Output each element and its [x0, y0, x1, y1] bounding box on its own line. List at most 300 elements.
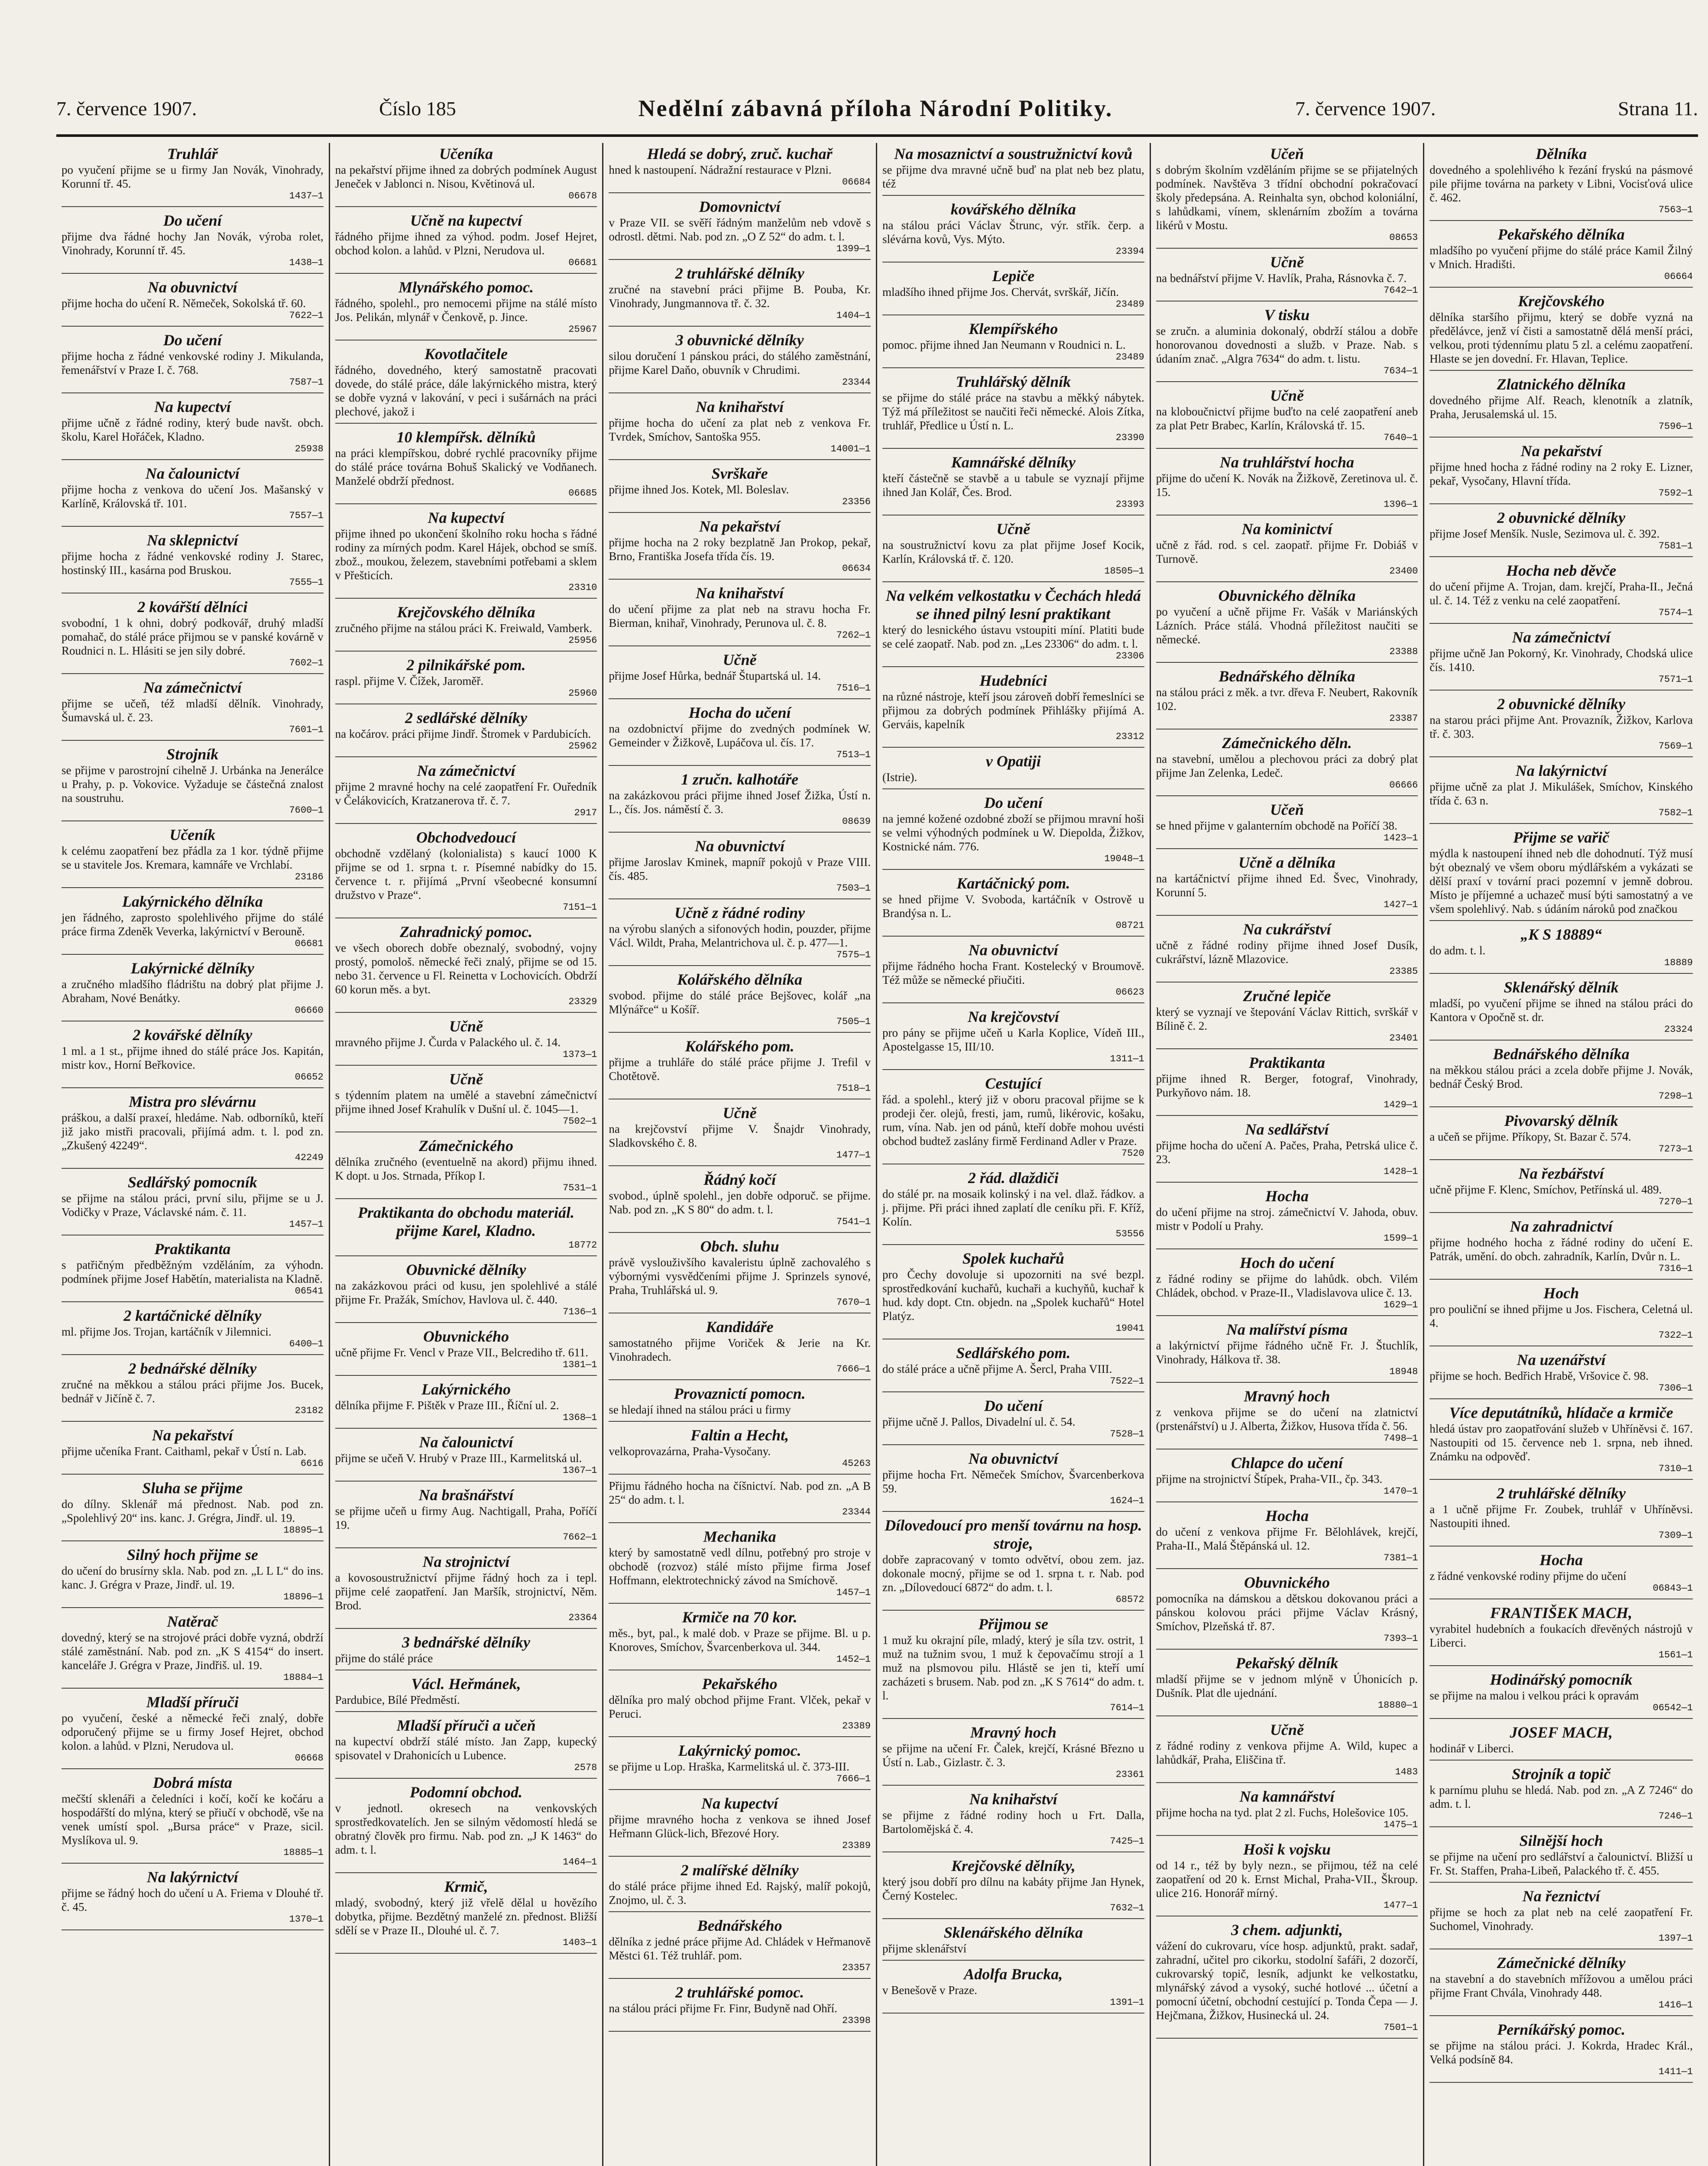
ad-heading: Na uzenářství: [1517, 1351, 1606, 1368]
ad-reference: 19048—1: [1104, 853, 1144, 864]
ad-reference: 7522—1: [1110, 1376, 1144, 1387]
ad-reference: 7316—1: [1658, 1263, 1693, 1274]
ad-reference: 23489: [1115, 352, 1144, 363]
ad-heading: Na čalounictví: [145, 465, 240, 482]
classified-ad: [1156, 1252, 1418, 1316]
ad-heading: Sklenářský dělník: [1504, 979, 1619, 996]
ad-heading: Pekařského dělníka: [1497, 226, 1625, 243]
ad-body: přijme Josef Hůrka, bednář Štupartská ul. 14.: [609, 669, 821, 682]
ad-reference: 06542—1: [1653, 1702, 1693, 1713]
ad-body: přijme se hoch za plat neb na celé zaopatření Fr. Suchomel, Vinohrady.: [1429, 1906, 1693, 1933]
ad-reference: 18880—1: [1377, 1700, 1418, 1711]
ad-reference: 25960: [568, 688, 597, 699]
ad-body: přijme ihned R. Berger, fotograf, Vinohrady, Purkyňovo nám. 18.: [1156, 1072, 1418, 1099]
ad-heading: Pivovarský dělník: [1504, 1112, 1618, 1129]
classified-ad: [1429, 1043, 1693, 1107]
ad-body: do stálé práce a učně přijme A. Šercl, Praha VIII.: [882, 1362, 1112, 1375]
classified-ad: [335, 921, 597, 1013]
ad-reference: 18884—1: [283, 1672, 324, 1683]
ad-body: na pekařství přijme ihned za dobrých podmínek August Jeneček v Jablonci n. Nisou, Květinová ul.: [335, 163, 597, 190]
ad-heading: Učně: [996, 520, 1031, 538]
ad-body: přijme hocha z řádné venkovské rodiny J. Mikulanda, řemenářství v Praze I. č. 768.: [62, 350, 324, 376]
ad-body: přijme hocha do učení A. Pačes, Praha, Petrská ulice č. 23.: [1156, 1139, 1418, 1166]
ad-body: ml. přijme Jos. Trojan, kartáčník v Jilemnici.: [62, 1325, 272, 1338]
ad-heading: kovářského dělníka: [950, 201, 1076, 218]
ad-heading: Mlynářského pomoc.: [398, 279, 534, 296]
ad-reference: 7425—1: [1110, 1836, 1144, 1847]
ad-body: ve všech oborech dobře obeznalý, svobodný, vojny prostý, pomološ. německé řeči znalý, přijme se od 15. nebo 31. července u Fl. Reinetta v Lochovicích. Obdrží 60 korun měs. a byt.: [335, 941, 597, 996]
ad-heading: Mladší příruči a učeň: [396, 1717, 536, 1734]
ad-heading: Na malířství písma: [1226, 1321, 1348, 1338]
ad-body: velkoprovazárna, Praha-Vysočany.: [609, 1445, 771, 1458]
ad-body: kteří částečně se stavbě a u tabule se vyznají přijme ihned Jan Kolář, Čes. Brod.: [882, 472, 1144, 499]
ad-body: svobod. přijme do stálé práce Bejšovec, kolář „na Mlýnářce“ u Košíř.: [609, 989, 871, 1016]
ad-heading: Na kamnářství: [1239, 1788, 1335, 1805]
ad-body: se přijme z řádné rodiny hoch u Frt. Dalla, Bartolomějská č. 4.: [882, 1809, 1144, 1835]
ad-heading: Bednářského: [697, 1917, 782, 1934]
ad-body: přijme hned hocha z řádné rodiny na 2 roky E. Lizner, pekař, Vysočany, Hlavní třída.: [1429, 460, 1693, 487]
ad-body: práškou, a další praxeí, hledáme. Nab. odborníků, kteří již jako mistři pracovali, přijímá adm. t. l. pod zn. „Zkušený 42249“.: [62, 1111, 324, 1152]
classified-ad: [335, 1781, 597, 1873]
ad-body: na kloboučnictví přijme buďto na celé zaopatření aneb za plat Petr Brabec, Karlín, Královská tř. 15.: [1156, 405, 1418, 432]
ad-heading: Na obuvnictví: [147, 279, 237, 296]
ad-reference: 7642—1: [1384, 285, 1418, 296]
ad-heading: Zámečnického děln.: [1222, 734, 1352, 752]
ad-heading: Obch. sluhu: [700, 1238, 779, 1255]
ad-reference: 1561—1: [1658, 1650, 1693, 1660]
ad-heading: Obuvnického: [423, 1328, 509, 1345]
classified-ad: [609, 329, 871, 393]
ad-reference: 1367—1: [563, 1465, 597, 1476]
ad-heading: Podomní obchod.: [409, 1783, 522, 1801]
ad-body: raspl. přijme V. Čížek, Jaroměř.: [335, 674, 484, 687]
ad-heading: Mechanika: [703, 1528, 776, 1545]
ad-body: na stálou práci z měk. a tvr. dřeva F. Neubert, Rakovník 102.: [1156, 686, 1418, 713]
ad-heading: Na zámečnictví: [417, 762, 515, 779]
classified-ad: [1156, 1119, 1418, 1183]
ad-heading: Do učení: [984, 1397, 1043, 1414]
ad-heading: Strojník: [166, 746, 219, 763]
ad-heading: Hoch do učení: [1239, 1254, 1334, 1271]
ad-body: od 14 r., též by byly nezn., se přijmou, též na celé zaopatření od 20 k. Ernst Michal, Praha-VII., Škroup. ulice 216. Honorář mírný.: [1156, 1859, 1418, 1900]
ad-body: z venkova přijme se do učení na zlatnictví (prstenářství) u J. Alberta, Žižkov, Husova třída č. 56.: [1156, 1406, 1418, 1433]
classified-ad: [882, 1922, 1144, 1961]
ad-heading: Na zahradnictví: [1510, 1218, 1613, 1235]
ad-body: samostatného přijme Voriček & Jerie na Kr. Vinohradech.: [609, 1336, 871, 1363]
classified-ad: [1429, 1763, 1693, 1827]
ad-heading: Lepiče: [992, 267, 1035, 285]
classified-ad: [609, 835, 871, 899]
classified-ad: [882, 872, 1144, 937]
ad-body: do učení do brusírny skla. Nab. pod zn. „L L L“ do ins. kanc. J. Grégra v Praze, Jindř. ul. 19.: [62, 1564, 324, 1591]
ad-column-2: [330, 143, 604, 2166]
ad-reference: 7555—1: [289, 577, 324, 588]
ad-heading: Na velkém velkostatku v Čechách hledá se ihned pilný lesní praktikant: [885, 587, 1141, 623]
masthead-title: Nedělní zábavná příloha Národní Politiky.: [638, 95, 1113, 121]
ad-body: pro pány se přijme učeň u Karla Koplice, Vídeň III., Apostelgasse 15, III/10.: [882, 1026, 1144, 1053]
classified-ad: [609, 143, 871, 193]
ad-body: přijme učně J. Pallos, Divadelní ul. č. 54.: [882, 1415, 1076, 1428]
ad-body: na různé nástroje, kteří jsou zároveň dobří řemeslníci se přijmou za dobrých podmínek Přihlášky přijímá A. Gerváis, kapelník: [882, 690, 1144, 731]
ad-heading: Sluha se přijme: [142, 1479, 243, 1497]
classified-ad: [609, 1859, 871, 1912]
ad-reference: 7640—1: [1384, 432, 1418, 443]
ad-heading: 2 truhlářské pomoc.: [675, 1984, 804, 2001]
ad-body: z řádné venkovské rodiny přijme do učení: [1429, 1569, 1627, 1582]
ad-heading: Na brašnářství: [418, 1486, 514, 1504]
classified-ad: [882, 1448, 1144, 1512]
classified-ad: [335, 276, 597, 340]
ad-heading: 2 kartáčnické dělníky: [123, 1307, 262, 1324]
ad-body: hledá ústav pro zaopatřování služeb v Uhříněvsi č. 167. Nastoupiti od 15. července neb 1. srpna, neb ihned. Známku na odpověď.: [1429, 1422, 1693, 1463]
classified-ad: [882, 1073, 1144, 1164]
ad-reference: 1452—1: [836, 1654, 871, 1665]
classified-ad: [1156, 451, 1418, 516]
ad-heading: 2 obuvnické dělníky: [1497, 695, 1626, 713]
ad-heading: Hoši k vojsku: [1243, 1841, 1331, 1858]
classified-ad: [1429, 1952, 1693, 2016]
classified-ad: [609, 396, 871, 460]
classified-ad: [1156, 918, 1418, 982]
ad-reference: 7592—1: [1658, 488, 1693, 499]
ad-body: 1 muž ku okrajní píle, mladý, který je síla tzv. ostrit, 1 muž na tužnim svou, 1 muž k čepovačímu strojí a 1 muž na plsmovou pilu. Hlástě se jen ti, kteří umí zacházeti s brusem. Nab. pod zn. „K S 7614“ do adm. t. l.: [882, 1634, 1144, 1702]
classified-ad: [609, 582, 871, 646]
ad-heading: v Opatiji: [985, 752, 1041, 770]
ad-reference: 1403—1: [563, 1937, 597, 1948]
ad-body: přijme hocha do učení za plat neb z venkova Fr. Tvrdek, Smíchov, Santoška 955.: [609, 416, 871, 443]
ad-heading: Dělníka: [1536, 145, 1587, 162]
ad-reference: 7596—1: [1658, 421, 1693, 432]
ad-heading: Svrškaře: [711, 465, 768, 482]
ad-reference: 1373—1: [563, 1049, 597, 1060]
ad-heading: Praktikanta: [154, 1240, 231, 1258]
ad-reference: 45263: [842, 1458, 871, 1469]
ad-reference: 23388: [1389, 646, 1418, 657]
ad-heading: Kolářského dělníka: [677, 971, 803, 988]
ad-heading: V tisku: [1264, 306, 1310, 324]
ad-heading: Domovnictví: [699, 198, 781, 215]
ad-reference: 06678: [568, 191, 597, 201]
ad-heading: Více deputátníků, hlídače a krmiče: [1449, 1404, 1673, 1421]
ad-heading: Řádný kočí: [703, 1171, 776, 1188]
classified-ad: [62, 276, 324, 327]
ad-reference: 1470—1: [1384, 1486, 1418, 1497]
ad-heading: Na knihařství: [696, 398, 784, 415]
ad-heading: Na knihařství: [969, 1790, 1057, 1808]
ad-body: přijme se řádný hoch do učení u A. Friema v Dlouhé tř. č. 45.: [62, 1887, 324, 1913]
classified-ad: [1156, 1052, 1418, 1116]
ad-body: který by samostatně vedl dílnu, potřebný pro stroje v obchodě (rozvoz) stálé místo přijme firma Josef Hoffmann, elektrotechnický závod na Smíchově.: [609, 1546, 871, 1587]
ad-body: v Benešově v Praze.: [882, 1984, 977, 1997]
masthead-date-right: 7. července 1907.: [1295, 97, 1436, 120]
classified-ad: [62, 1024, 324, 1088]
ad-heading: Klempířského: [969, 320, 1058, 337]
ad-column-1: [56, 143, 330, 2166]
ad-body: přijme se hoch. Bedřich Hrabě, Vršovice č. 98.: [1429, 1369, 1649, 1382]
ad-body: v Praze VII. se svěří řádným manželům neb vdově s odrostl. dětmi. Nab. pod zn. „O Z 52“ do adm. t. l.: [609, 216, 871, 243]
ad-reference: 7136—1: [563, 1307, 597, 1317]
classified-ad: [609, 1740, 871, 1790]
ad-body: zručného přijme na stálou práci K. Freiwald, Vamberk.: [335, 622, 592, 635]
ad-body: na jemné kožené ozdobné zboží se přijmou mravní hoši se velmi výhodných podmínek u W. Diepolda, Žižkov, Kostnické nám. 776.: [882, 812, 1144, 853]
classified-ad: [335, 1431, 597, 1482]
ad-heading: Strojník a topič: [1512, 1765, 1611, 1783]
ad-reference: 23357: [842, 1962, 871, 1973]
ad-heading: 3 chem. adjunkti,: [1231, 1921, 1343, 1939]
ad-body: řádného, spolehl., pro nemocemi přijme na stálé místo Jos. Pelikán, mlynář v Čenkově, p. Jince.: [335, 297, 597, 324]
ad-body: na zakázkovou práci přijme ihned Josef Žižka, Ústí n. L., čís. Jos. náměstí č. 3.: [609, 789, 871, 816]
ad-reference: 7502—1: [563, 1116, 597, 1127]
classified-ad: [62, 957, 324, 1021]
ad-heading: Natěrač: [167, 1613, 218, 1630]
classified-ad: [1429, 1602, 1693, 1666]
classified-ad: [609, 196, 871, 260]
classified-ad: [62, 1544, 324, 1608]
ad-heading: Krejčovského: [1518, 292, 1605, 310]
ad-heading: Kartáčnický pom.: [956, 875, 1070, 892]
ad-reference: 7306—1: [1658, 1383, 1693, 1394]
ad-reference: 06541: [295, 1286, 324, 1297]
ad-body: se přijme na učení Fr. Čalek, krejčí, Krásné Březno u Ústí n. Lab., Gizlastr. č. 3.: [882, 1742, 1144, 1769]
ad-body: dělníka zručného (eventuelně na akord) přijmu ihned. K dopt. u Jos. Strnada, Příkop I.: [335, 1155, 597, 1182]
ad-reference: 25956: [568, 635, 597, 646]
ad-reference: 1457—1: [289, 1219, 324, 1230]
classified-ad: [882, 518, 1144, 582]
ad-heading: Krejčovského dělníka: [397, 603, 535, 621]
classified-ad: [335, 1259, 597, 1323]
classified-ad: [1156, 985, 1418, 1049]
ad-body: hodinář v Liberci.: [1429, 1742, 1514, 1755]
classified-ad: [62, 529, 324, 593]
classified-ad: [609, 1235, 871, 1313]
ad-reference: 23182: [295, 1405, 324, 1416]
ad-heading: Faltin a Hecht,: [690, 1427, 789, 1444]
ad-reference: 1427—1: [1384, 899, 1418, 910]
ad-heading: Hledá se dobrý, zruč. kuchař: [647, 145, 833, 162]
ad-body: dělníka pro malý obchod přijme Frant. Vlček, pekař v Peruci.: [609, 1693, 871, 1720]
classified-ad: [1429, 1282, 1693, 1346]
ad-body: přijme a truhláře do stálé práce přijme J. Trefil v Chotětově.: [609, 1056, 871, 1083]
ad-heading: Do učení: [163, 331, 222, 349]
ad-body: se přijme na malou i velkou práci k opravám: [1429, 1689, 1639, 1702]
ad-heading: Učeníka: [439, 145, 493, 162]
classified-ad: [335, 1631, 597, 1670]
ad-heading: 2 obuvnické dělníky: [1497, 509, 1626, 526]
ad-heading: Kamnářské dělníky: [951, 454, 1076, 471]
ad-heading: Učně: [449, 1070, 483, 1088]
ad-heading: Hocha: [1265, 1187, 1309, 1205]
classified-ad: [609, 1606, 871, 1670]
ad-body: řádného, dovedného, který samostatně pracovati dovede, do stálé práce, dále lakýrnického mistra, který se dobře vyzná v lakování, v peci i sušárnách na práci plechové, jakož i: [335, 363, 597, 418]
ad-heading: Na zámečnictví: [1512, 629, 1611, 646]
ad-body: přijme na strojnictví Štípek, Praha-VII., čp. 343.: [1156, 1472, 1383, 1485]
ad-reference: 7309—1: [1658, 1530, 1693, 1541]
ad-body: s patřičným předběžným vzděláním, za výhodn. podmínek přijme Josef Habětín, materialista na Kladně.: [62, 1258, 324, 1285]
ad-reference: 06623: [1115, 987, 1144, 998]
ad-reference: 1457—1: [836, 1587, 871, 1598]
classified-ad: [609, 1169, 871, 1233]
ad-heading: Zahradnický pomoc.: [399, 923, 532, 940]
ad-body: zručné na stavební práci přijme B. Pouba, Kr. Vinohrady, Jungmannova tř. č. 32.: [609, 283, 871, 310]
ad-reference: 06664: [1664, 271, 1693, 282]
classified-ad: [882, 1788, 1144, 1852]
classified-ad: [62, 1866, 324, 1930]
ad-body: dovedného přijme Alf. Reach, klenotník a zlatník, Praha, Jerusalemská ul. 15.: [1429, 394, 1693, 421]
ad-heading: Na sedlářství: [1245, 1121, 1329, 1138]
ad-heading: Učně: [723, 651, 757, 668]
ad-reference: 6616: [300, 1458, 324, 1469]
ad-body: právě vyslouživšího kavaleristu úplně zachovalého s výbornými vysvědčeními přijme J. Sprinzels synové, Praha, Truhlářská ul. 9.: [609, 1256, 871, 1297]
ad-heading: 2 malířské dělníky: [681, 1861, 799, 1879]
masthead-number: Číslo 185: [379, 97, 456, 120]
classified-ad: [335, 1673, 597, 1712]
classified-ad: [609, 516, 871, 580]
ad-column-3: [603, 143, 877, 2166]
ad-reference: 1477—1: [836, 1150, 871, 1161]
ad-heading: Adolfa Brucka,: [964, 1965, 1063, 1983]
classified-ad: [62, 143, 324, 207]
ad-heading: 2 truhlářské dělníky: [675, 265, 804, 282]
ad-body: (Istrie).: [882, 771, 917, 784]
ad-column-5: [1151, 143, 1425, 2166]
ad-reference: 23394: [1115, 246, 1144, 257]
ad-reference: 19041: [1115, 1323, 1144, 1334]
classified-ad: [1429, 1830, 1693, 1883]
ad-body: mladší, po vyučení přijme se ihned na stálou práci do Kantora v Opočně st. dr.: [1429, 997, 1693, 1024]
ad-body: na starou práci přijme Ant. Provazník, Žižkov, Karlova tř. č. 303.: [1429, 713, 1693, 740]
ad-reference: 1438—1: [289, 257, 324, 268]
ad-reference: 14001—1: [830, 444, 871, 454]
classified-ad: [1429, 560, 1693, 624]
ad-column-4: [877, 143, 1151, 2166]
ad-heading: Přijmou se: [978, 1615, 1048, 1633]
ad-column-6: [1424, 143, 1698, 2166]
ad-body: na výrobu slaných a sifonových hodin, pouzder, přijme Václ. Wildt, Praha, Melantrichova ul. č. p. 477—1.: [609, 922, 871, 949]
ad-body: dělníka staršího přijmu, který se dobře vyzná na předělávce, jenž ví čisti a samostatně dělá menší práci, velkou, proti týdennímu platu 5 zl. a celému zaopatření. Hlaste se jen dovední. Fr. Hlavan, Teplice.: [1429, 311, 1693, 365]
classified-ad: [882, 585, 1144, 667]
ad-body: mečští sklenáři a čeledníci i kočí, kočí ke kočáru a hospodářští do mlýna, který se přiučí v obchodě, vše na venek umístí spol. „Bursa práce“ v Praze, sicil. Myslíkova ul. 9.: [62, 1792, 324, 1847]
ad-reference: 7322—1: [1658, 1330, 1693, 1341]
ad-reference: 23310: [568, 582, 597, 593]
ad-body: pomoc. přijme ihned Jan Neumann v Roudnici n. L.: [882, 338, 1126, 351]
ad-heading: Na knihařství: [696, 584, 784, 602]
ad-heading: Zlatnického dělníka: [1497, 376, 1626, 393]
ad-body: a zručného mladšího fládrištu na dobrý plat přijme J. Abraham, Nové Benátky.: [62, 978, 324, 1005]
classified-ad: [62, 1091, 324, 1169]
ad-reference: 7666—1: [836, 1364, 871, 1375]
ad-body: Pardubice, Bílé Předměstí.: [335, 1693, 460, 1706]
ad-reference: 7273—1: [1658, 1144, 1693, 1154]
ad-heading: 2 bednářské dělníky: [128, 1360, 257, 1377]
classified-ad: [1156, 1786, 1418, 1836]
ad-reference: 23344: [842, 1507, 871, 1517]
classified-ad: [1429, 1349, 1693, 1399]
ad-reference: 1624—1: [1110, 1495, 1144, 1506]
classified-ad: [609, 1981, 871, 2032]
ad-heading: Na řeznictví: [1522, 1887, 1600, 1905]
ad-reference: 1423—1: [1384, 833, 1418, 843]
ad-reference: 23393: [1115, 499, 1144, 510]
ad-reference: 7632—1: [1110, 1903, 1144, 1913]
ad-heading: Truhlářský dělník: [956, 373, 1071, 390]
ad-body: dělníka přijme F. Pištěk v Praze III., Říční ul. 2.: [335, 1399, 559, 1412]
ad-reference: 1477—1: [1384, 1900, 1418, 1911]
ad-heading: Václ. Heřmánek,: [411, 1675, 521, 1693]
ad-reference: 06685: [568, 488, 597, 499]
ad-body: na stálou práci Václav Štrunc, výr. střík. čerp. a slévárna kovů, Vys. Mýto.: [882, 219, 1144, 246]
classified-ad: [62, 396, 324, 460]
ad-reference: 7513—1: [836, 749, 871, 760]
ad-heading: Na mosaznictví a soustružnictví kovů: [894, 145, 1133, 162]
classified-ad: [335, 1551, 597, 1629]
ad-reference: 1381—1: [563, 1359, 597, 1370]
classified-ad: [882, 143, 1144, 196]
ad-reference: 23312: [1115, 731, 1144, 742]
ad-reference: 2578: [574, 1762, 597, 1773]
ad-heading: 1 zručn. kalhotáře: [681, 771, 799, 788]
ad-heading: Praktikanta do obchodu materiál. přijme Karel, Kladno.: [357, 1204, 574, 1239]
ad-reference: 7622—1: [289, 310, 324, 321]
ad-reference: 7662—1: [563, 1532, 597, 1543]
ad-reference: 18505—1: [1104, 566, 1144, 577]
ad-body: přijme řádného hocha Frant. Kostelecký v Broumově. Též může se německé přiučiti.: [882, 960, 1144, 986]
ad-heading: Obuvnické dělníky: [406, 1261, 526, 1278]
classified-ad: [1156, 1185, 1418, 1249]
ad-heading: 2 truhlářské dělníky: [1497, 1485, 1626, 1502]
ad-heading: Kolářského pom.: [685, 1038, 794, 1055]
classified-ad: [609, 463, 871, 513]
ad-heading: Na zámečnictví: [143, 679, 242, 696]
ad-reference: 7563—1: [1658, 204, 1693, 215]
ad-reference: 6400—1: [289, 1339, 324, 1349]
ad-reference: 1629—1: [1384, 1300, 1418, 1310]
classified-ad: [882, 318, 1144, 368]
ad-heading: Hoch: [1543, 1284, 1579, 1302]
ad-heading: Silnější hoch: [1519, 1832, 1603, 1849]
ad-reference: 06660: [295, 1005, 324, 1016]
ad-body: učně z řád. rod. s cel. zaopatř. přijme Fr. Dobiáš v Turnově.: [1156, 538, 1418, 565]
ad-reference: 06666: [1389, 780, 1418, 791]
ad-reference: 7381—1: [1384, 1553, 1418, 1563]
ad-heading: Bednářského dělníka: [1219, 668, 1355, 685]
ad-heading: Do učení: [984, 794, 1043, 811]
ad-body: mladý, svobodný, který již vřelě dělal u hovězího dobytka, přijme. Bezdětný manželé zn. přednost. Bližší sdělí se v Praze II., Dlouhé ul. č. 7.: [335, 1896, 597, 1937]
classified-ad: [609, 1035, 871, 1099]
classified-ad: [1429, 1669, 1693, 1719]
ad-body: se přijme dva mravné učně buď na plat neb bez platu, též: [882, 163, 1144, 190]
classified-ad: [1429, 760, 1693, 824]
ad-reference: 1397—1: [1658, 1933, 1693, 1944]
ad-body: z řádné rodiny z venkova přijme A. Wild, kupec a lahůdkář, Praha, Eliščina tř.: [1156, 1739, 1418, 1766]
ad-body: svobod., úplně spolehl., jen dobře odporuč. se přijme. Nab. pod zn. „K S 80“ do adm. t. l.: [609, 1189, 871, 1216]
ad-body: se přijme u Lop. Hraška, Karmelitská ul. č. 373-III.: [609, 1760, 849, 1773]
classified-ad: [882, 1167, 1144, 1245]
ad-reference: 18889: [1664, 957, 1693, 968]
ad-heading: Pekařského: [702, 1675, 778, 1693]
ad-body: hned k nastoupení. Nádražní restaurace v Plzni.: [609, 163, 832, 176]
classified-ad: [335, 654, 597, 704]
ad-heading: Zručné lepiče: [1243, 987, 1331, 1005]
ad-body: se přijme na učení pro sedlářství a čalounictví. Bližší u Fr. St. Staffen, Praha-Libeň, Palackého tř. č. 455.: [1429, 1850, 1693, 1877]
ad-heading: 3 obuvnické dělníky: [675, 331, 804, 349]
classified-ad: [1429, 1110, 1693, 1160]
classified-ad: [1429, 440, 1693, 504]
ad-body: přijme ihned Jos. Kotek, Ml. Boleslav.: [609, 483, 789, 496]
ad-reference: 7601—1: [289, 724, 324, 735]
classified-ad: [609, 969, 871, 1033]
ad-heading: Učeň: [1270, 145, 1304, 162]
classified-ad: [609, 1793, 871, 1857]
